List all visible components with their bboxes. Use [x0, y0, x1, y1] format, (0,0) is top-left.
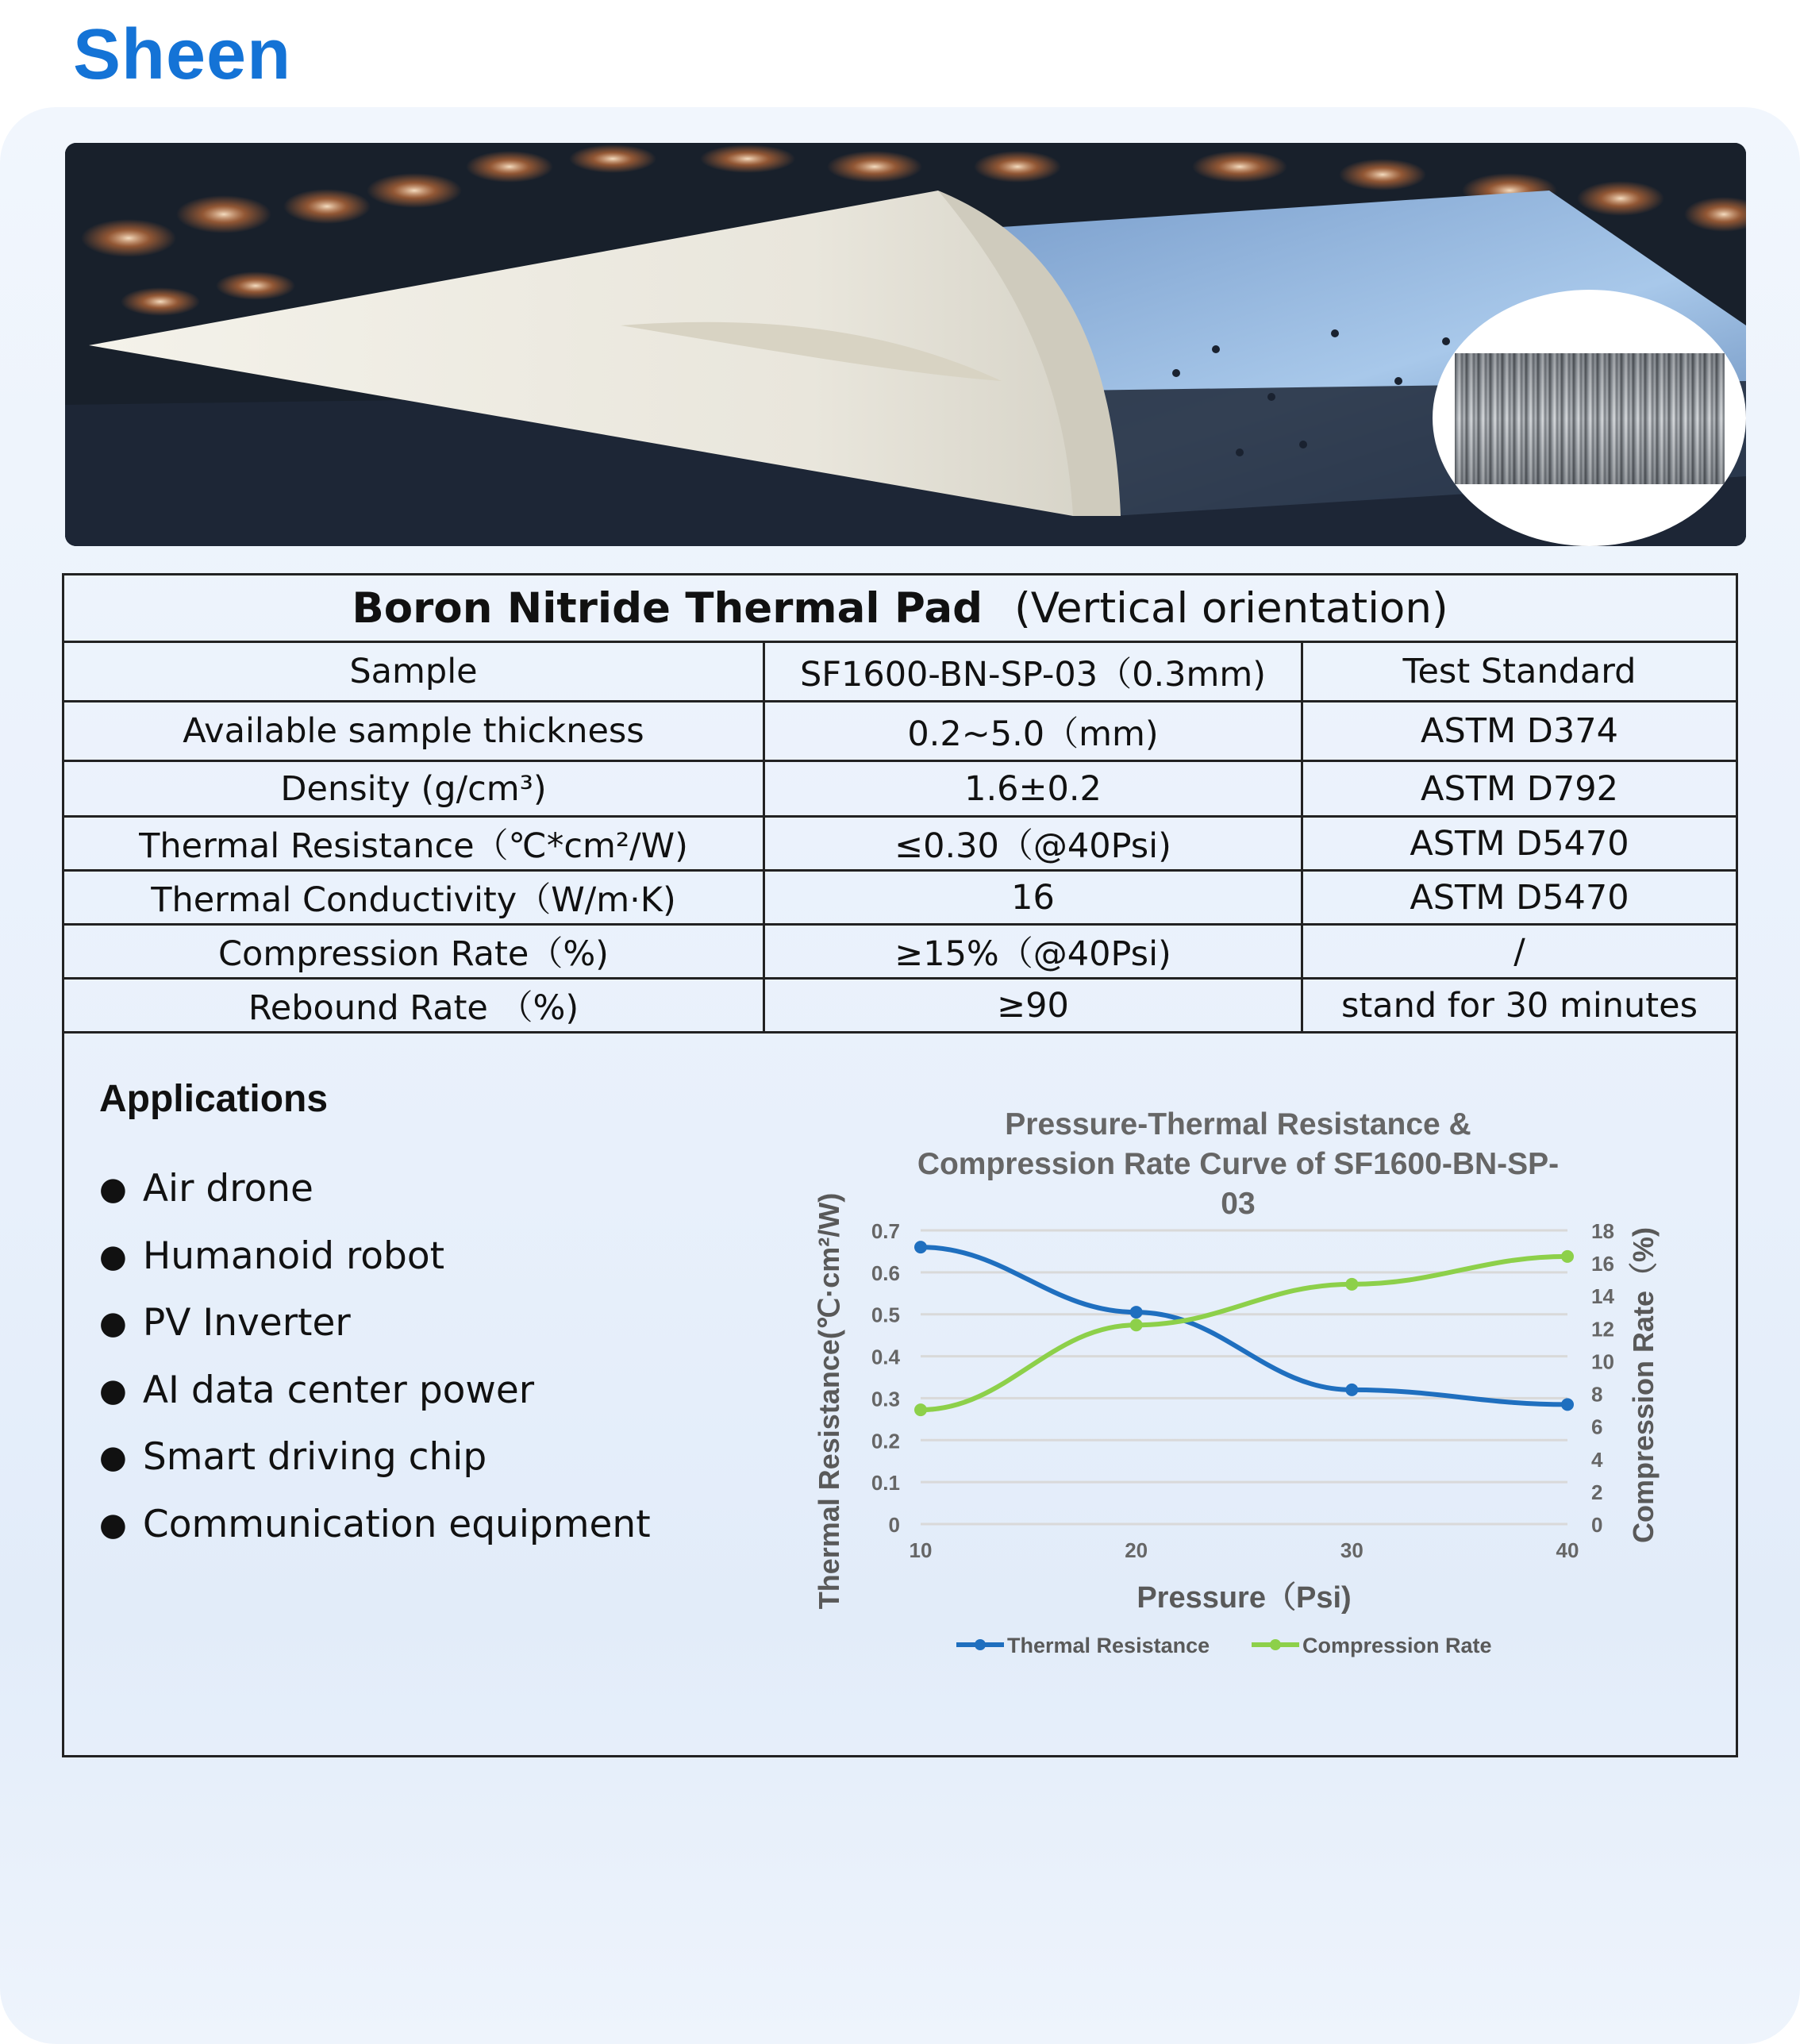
table-cell: /: [1513, 931, 1525, 972]
right-tick-label: 0: [1591, 1513, 1603, 1537]
table-cell: Rebound Rate （%): [64, 980, 765, 1031]
right-tick-label: 10: [1591, 1349, 1614, 1374]
chart-title-line: 03: [1221, 1187, 1256, 1221]
table-cell: Compression Rate（%): [64, 926, 765, 977]
table-cell: ≥90: [765, 980, 1303, 1031]
left-tick-label: 0.6: [871, 1261, 900, 1285]
right-tick-label: 14: [1591, 1284, 1614, 1309]
bullet-icon: ●: [99, 1171, 127, 1207]
data-point: [1345, 1384, 1358, 1396]
left-tick-label: 0.5: [871, 1303, 900, 1327]
right-tick-label: 2: [1591, 1480, 1603, 1504]
data-point: [1561, 1398, 1574, 1411]
table-cell: 1.6±0.2: [765, 762, 1303, 815]
table-cell: stand for 30 minutes: [1340, 985, 1698, 1026]
list-item: ● AI data center power: [99, 1368, 535, 1412]
data-point: [1130, 1318, 1143, 1331]
applications-heading: Applications: [99, 1078, 329, 1120]
data-point: [914, 1241, 927, 1253]
x-tick-label: 40: [1556, 1538, 1579, 1562]
legend-label: Thermal Resistance: [1007, 1634, 1210, 1657]
x-axis-title: Pressure（Psi): [1137, 1581, 1352, 1615]
bullet-icon: ●: [99, 1238, 127, 1275]
right-tick-label: 16: [1591, 1252, 1614, 1276]
list-item: ● Air drone: [99, 1167, 313, 1211]
table-cell: ≥15%（@40Psi): [765, 926, 1303, 977]
data-point: [1345, 1278, 1358, 1291]
right-axis-title: Compression Rate（%): [1627, 1226, 1660, 1544]
table-cell: ASTM D5470: [1410, 823, 1629, 864]
table-cell: 16: [765, 872, 1303, 923]
table-cell: Sample: [64, 643, 765, 700]
right-tick-label: 8: [1591, 1382, 1603, 1407]
legend-marker: [1270, 1639, 1281, 1650]
table-cell: Thermal Resistance（℃*cm²/W): [64, 818, 765, 869]
list-item: ● Humanoid robot: [99, 1234, 445, 1278]
right-tick-label: 18: [1591, 1219, 1614, 1243]
list-item: ● Smart driving chip: [99, 1435, 487, 1479]
left-tick-label: 0.1: [871, 1471, 900, 1495]
table-cell: Available sample thickness: [64, 703, 765, 760]
bullet-icon: ●: [99, 1305, 127, 1341]
left-tick-label: 0.3: [871, 1387, 900, 1411]
table-cell: ≤0.30（@40Psi): [765, 818, 1303, 869]
table-cell: Test Standard: [1402, 652, 1637, 691]
series-line: [921, 1247, 1567, 1404]
table-cell: Thermal Conductivity（W/m·K): [64, 872, 765, 923]
table-cell: Density (g/cm³): [64, 762, 765, 815]
table-cell: 0.2~5.0（mm): [765, 703, 1303, 760]
list-item: ● PV Inverter: [99, 1301, 351, 1345]
table-cell: ASTM D5470: [1410, 877, 1629, 918]
right-tick-label: 4: [1591, 1447, 1603, 1472]
data-point: [1561, 1250, 1574, 1263]
right-tick-label: 6: [1591, 1415, 1603, 1439]
data-point: [1130, 1306, 1143, 1318]
left-tick-label: 0.2: [871, 1429, 900, 1453]
table-cell: ASTM D792: [1421, 768, 1618, 809]
bullet-icon: ●: [99, 1372, 127, 1409]
data-point: [914, 1403, 927, 1416]
left-axis-title: Thermal Resistance(℃·cm²/W): [813, 1192, 845, 1610]
chart-title-line: Compression Rate Curve of SF1600-BN-SP-: [917, 1147, 1560, 1181]
left-tick-label: 0.4: [871, 1345, 900, 1369]
bullet-icon: ●: [99, 1506, 127, 1543]
x-tick-label: 10: [909, 1538, 933, 1562]
legend-marker: [975, 1639, 986, 1650]
right-tick-label: 12: [1591, 1317, 1614, 1341]
brand-logo: Sheen: [73, 15, 292, 94]
bullet-icon: ●: [99, 1439, 127, 1476]
chart-title-line: Pressure-Thermal Resistance &: [1005, 1107, 1471, 1141]
x-tick-label: 20: [1125, 1538, 1148, 1562]
table-title-note: (Vertical orientation): [1014, 583, 1448, 633]
legend-label: Compression Rate: [1302, 1634, 1492, 1657]
left-tick-label: 0.7: [871, 1219, 900, 1243]
list-item: ● Communication equipment: [99, 1502, 651, 1546]
left-tick-label: 0: [888, 1513, 900, 1537]
x-tick-label: 30: [1340, 1538, 1363, 1562]
table-cell: ASTM D374: [1421, 711, 1618, 751]
series-line: [921, 1257, 1567, 1410]
table-cell: SF1600-BN-SP-03（0.3mm): [765, 643, 1303, 700]
table-title-main: Boron Nitride Thermal Pad: [352, 583, 983, 633]
